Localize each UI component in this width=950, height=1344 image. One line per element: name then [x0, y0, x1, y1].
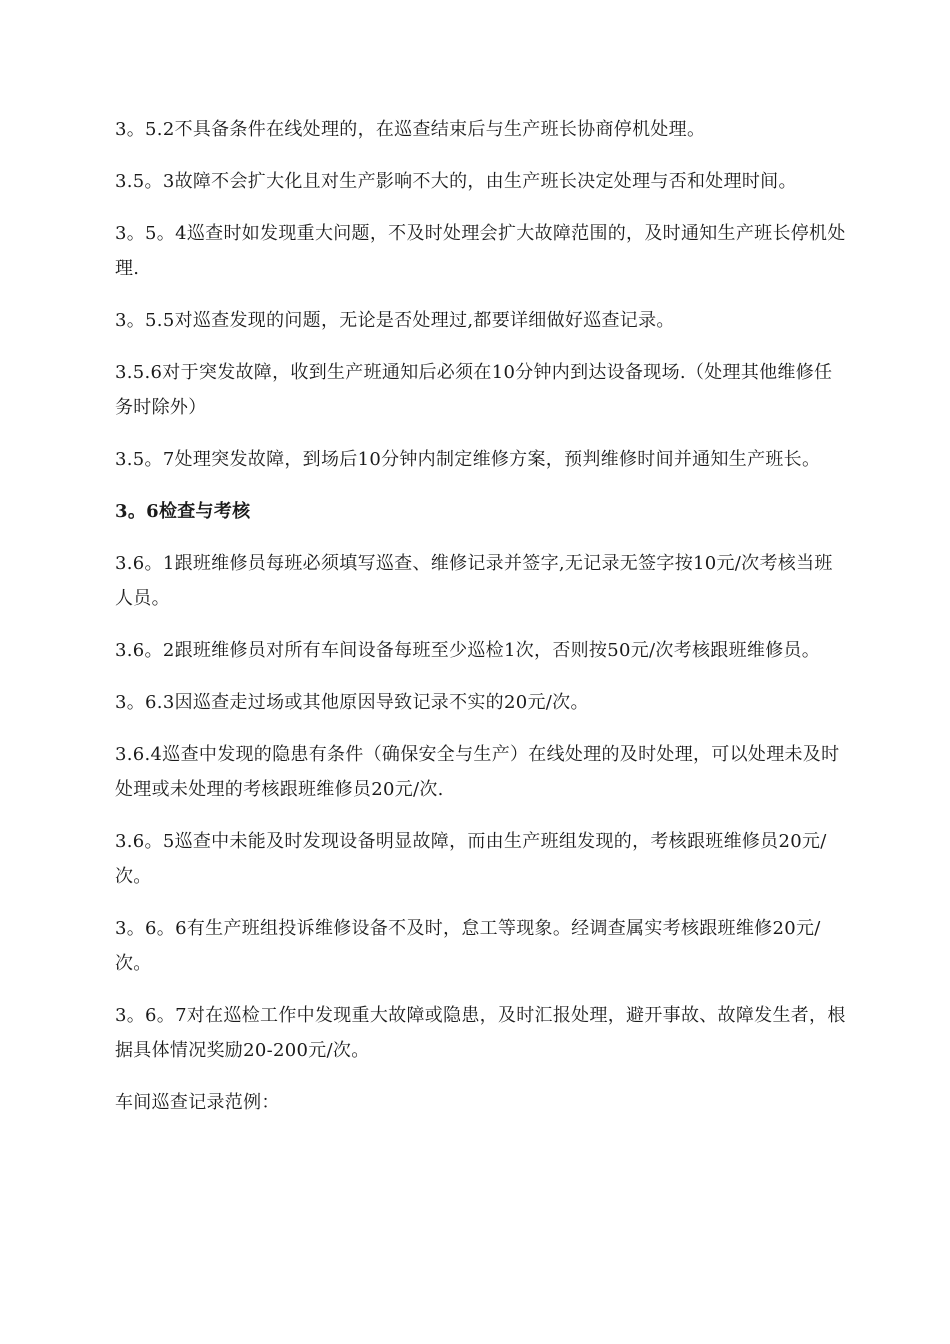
paragraph-3-5-2: 3。5.2不具备条件在线处理的，在巡查结束后与生产班长协商停机处理。 [115, 119, 706, 140]
paragraph-3-5-7: 3.5。7处理突发故障，到场后10分钟内制定维修方案，预判维修时间并通知生产班长。 [115, 449, 821, 470]
paragraph-3-5-3: 3.5。3故障不会扩大化且对生产影响不大的，由生产班长决定处理与否和处理时间。 [115, 171, 797, 192]
paragraph-3-6-1: 3.6。1跟班维修员每班必须填写巡查、维修记录并签字,无记录无签字按10元/次考核当班人员。 [115, 553, 833, 609]
paragraph-example-label: 车间巡查记录范例： [115, 1092, 280, 1113]
paragraph-3-6-2: 3.6。2跟班维修员对所有车间设备每班至少巡检1次，否则按50元/次考核跟班维修员。 [115, 640, 821, 661]
paragraph-3-6-3: 3。6.3因巡查走过场或其他原因导致记录不实的20元/次。 [115, 692, 589, 713]
paragraph-3-5-5: 3。5.5对巡查发现的问题，无论是否处理过,都要详细做好巡查记录。 [115, 310, 675, 331]
paragraph-3-6-5: 3.6。5巡查中未能及时发现设备明显故障，而由生产班组发现的，考核跟班维修员20元/次。 [115, 831, 827, 887]
paragraph-3-6-7: 3。6。7对在巡检工作中发现重大故障或隐患，及时汇报处理，避开事故、故障发生者，根据具体情况奖励20-200元/次。 [115, 1005, 846, 1061]
document-page [115, 112, 850, 1137]
paragraph-3-6-6: 3。6。6有生产班组投诉维修设备不及时，怠工等现象。经调查属实考核跟班维修20元/次。 [115, 918, 821, 974]
paragraph-3-6-4: 3.6.4巡查中发现的隐患有条件（确保安全与生产）在线处理的及时处理，可以处理未及时处理或未处理的考核跟班维修员20元/次. [115, 744, 840, 800]
paragraph-3-5-4: 3。5。4巡查时如发现重大问题，不及时处理会扩大故障范围的，及时通知生产班长停机处理. [115, 223, 846, 279]
paragraph-3-5-6: 3.5.6对于突发故障，收到生产班通知后必须在10分钟内到达设备现场.（处理其他维修任务时除外） [115, 362, 833, 418]
section-heading-3-6: 3。6检查与考核 [115, 501, 251, 522]
